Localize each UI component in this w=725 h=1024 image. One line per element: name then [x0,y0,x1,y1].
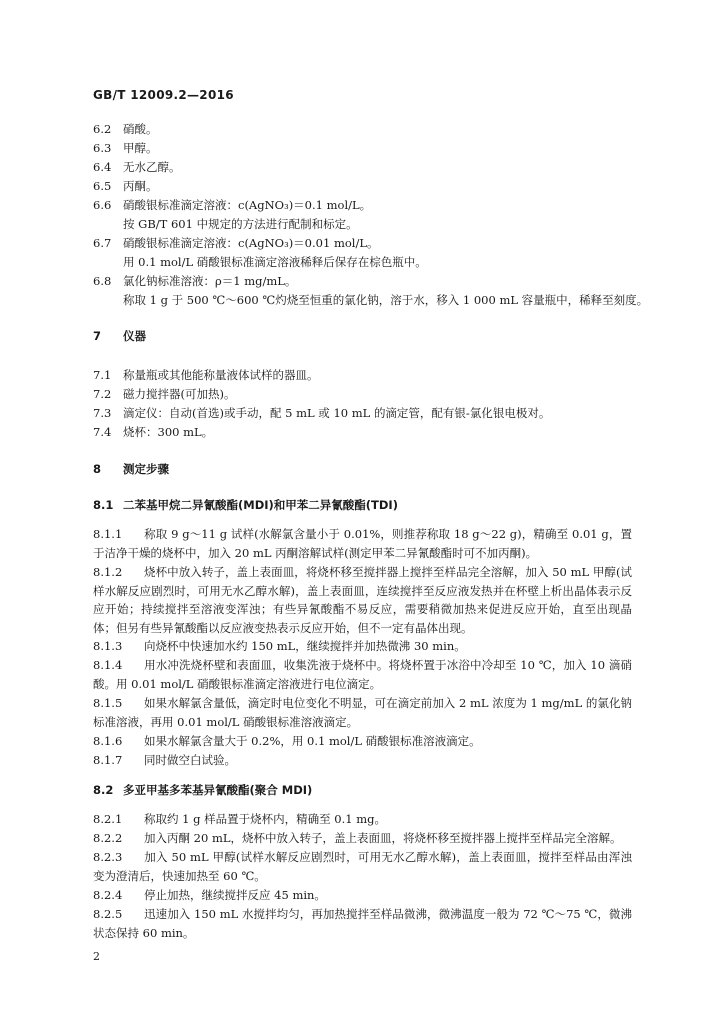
procedure-step [93,637,632,656]
reagent-item [93,158,632,176]
step-text: 烧杯中放入转子，盖上表面皿，将烧杯移至搅拌器上搅拌至样品完全溶解，加入 50 mL 甲醇(试样水解反应剧烈时，可用无水乙醇水解)，盖上表面皿，连续搅拌至反应液发热并在杯壁上析出晶体表示反应开始；持续搅拌至溶液变浑浊；有些异氰酸酯不易反应，需要稍微加热来促进反应开始，直至出现晶体；但另有些异氰酸酯以反应液变热表示反应开始，但不一定有晶体出现。 [93,565,632,635]
item-text: 无水乙醇。 [123,160,181,174]
step-text: 称取 9 g～11 g 试样(水解氯含量小于 0.01%，则推荐称取 18 g～22 g)，精确至 0.01 g，置于洁净干燥的烧杯中，加入 20 mL 丙酮溶解试样(测定甲苯二异氰酸酯时可不加丙酮)。 [93,527,632,560]
item-number: 6.8 [93,274,112,288]
standard-code: GB/T 12009.2—2016 [93,88,234,102]
step-text: 向烧杯中快速加水约 150 mL，继续搅拌并加热微沸 30 min。 [144,639,466,653]
item-number: 7.3 [93,406,112,420]
step-text: 迅速加入 150 mL 水搅拌均匀，再加热搅拌至样品微沸，微沸温度一般为 72 ℃～75 ℃，微沸状态保持 60 min。 [93,907,632,940]
section-heading [93,328,146,344]
step-text: 如果水解氯含量大于 0.2%，用 0.1 mol/L 硝酸银标准溶液滴定。 [144,734,481,748]
procedure-step [93,656,632,693]
procedure-step [93,732,632,751]
item-number: 6.7 [93,236,112,250]
step-text: 停止加热，继续搅拌反应 45 min。 [144,888,326,902]
section-title: 仪器 [123,329,146,343]
step-number: 8.2.2 [93,831,123,845]
item-number: 6.6 [93,198,112,212]
section-number: 7 [93,329,102,343]
item-text: 氯化钠标准溶液：ρ＝1 mg/mL。 [123,274,297,288]
step-text: 用水冲洗烧杯壁和表面皿，收集洗液于烧杯中。将烧杯置于冰浴中冷却至 10 ℃，加入 10 滴硝酸。用 0.01 mol/L 硝酸银标准滴定溶液进行电位滴定。 [93,658,632,691]
step-text: 如果水解氯含量低，滴定时电位变化不明显，可在滴定前加入 2 mL 浓度为 1 mg/mL 的氯化钠标准溶液，再用 0.01 mol/L 硝酸银标准溶液滴定。 [93,696,632,729]
item-text: 称量瓶或其他能称量液体试样的器皿。 [123,368,319,382]
step-number: 8.1.5 [93,696,123,710]
step-number: 8.2.4 [93,888,123,902]
procedure-step [93,694,632,731]
item-number: 6.5 [93,179,112,193]
section-number: 8 [93,462,102,476]
step-number: 8.1.1 [93,527,123,541]
subsection-heading [93,782,312,798]
item-text: 硝酸银标准滴定溶液：c(AgNO₃)＝0.01 mol/L。 [123,236,379,250]
item-text: 丙酮。 [123,179,158,193]
item-text: 磁力搅拌器(可加热)。 [123,387,236,401]
reagent-item [93,234,632,252]
item-number: 6.4 [93,160,112,174]
reagent-item [93,120,632,138]
page-number: 2 [93,950,100,963]
item-text: 滴定仪：自动(首选)或手动，配 5 mL 或 10 mL 的滴定管，配有银-氯化银电极对。 [123,406,551,420]
item-number: 6.2 [93,122,112,136]
step-text: 加入丙酮 20 mL，烧杯中放入转子，盖上表面皿，将烧杯移至搅拌器上搅拌至样品完全溶解。 [144,831,622,845]
reagent-item [93,177,632,195]
procedure-step [93,848,632,885]
step-number: 8.1.4 [93,658,123,672]
instrument-item [93,385,632,403]
step-number: 8.2.1 [93,812,123,826]
procedure-step [93,563,632,637]
reagent-note: 用 0.1 mol/L 硝酸银标准滴定溶液稀释后保存在棕色瓶中。 [123,255,427,269]
instrument-item [93,366,632,384]
item-number: 7.4 [93,425,112,439]
step-text: 加入 50 mL 甲醇(试样水解反应剧烈时，可用无水乙醇水解)，盖上表面皿，搅拌至样品由浑浊变为澄清后，快速加热至 60 ℃。 [93,850,632,883]
item-number: 7.1 [93,368,112,382]
item-number: 7.2 [93,387,112,401]
step-number: 8.1.2 [93,565,123,579]
item-text: 甲醇。 [123,141,158,155]
procedure-step [93,810,632,829]
reagent-item [93,196,632,214]
section-heading [93,461,169,477]
subsection-number: 8.2 [93,783,114,797]
procedure-step [93,886,632,905]
item-text: 烧杯：300 mL。 [123,425,214,439]
step-number: 8.1.6 [93,734,123,748]
procedure-step [93,905,632,942]
subsection-title: 多亚甲基多苯基异氰酸酯(聚合 MDI) [123,783,313,797]
step-number: 8.1.7 [93,753,123,767]
reagent-item [93,272,632,290]
reagent-item [93,139,632,157]
step-text: 同时做空白试验。 [144,753,236,767]
reagent-note: 按 GB/T 601 中规定的方法进行配制和标定。 [123,217,358,231]
procedure-step [93,525,632,562]
item-number: 6.3 [93,141,112,155]
subsection-heading [93,497,398,513]
section-title: 测定步骤 [123,462,169,476]
subsection-title: 二苯基甲烷二异氰酸酯(MDI)和甲苯二异氰酸酯(TDI) [123,498,398,512]
item-text: 硝酸银标准滴定溶液：c(AgNO₃)＝0.1 mol/L。 [123,198,372,212]
instrument-item [93,404,632,422]
step-number: 8.2.5 [93,907,123,921]
subsection-number: 8.1 [93,498,114,512]
item-text: 硝酸。 [123,122,158,136]
procedure-step [93,751,632,770]
step-number: 8.2.3 [93,850,123,864]
procedure-step [93,829,632,848]
reagent-note: 称取 1 g 于 500 ℃～600 ℃灼烧至恒重的氯化钠，溶于水，移入 1 000 mL 容量瓶中，稀释至刻度。 [123,293,649,307]
instrument-item [93,423,632,441]
step-number: 8.1.3 [93,639,123,653]
step-text: 称取约 1 g 样品置于烧杯内，精确至 0.1 mg。 [144,812,387,826]
